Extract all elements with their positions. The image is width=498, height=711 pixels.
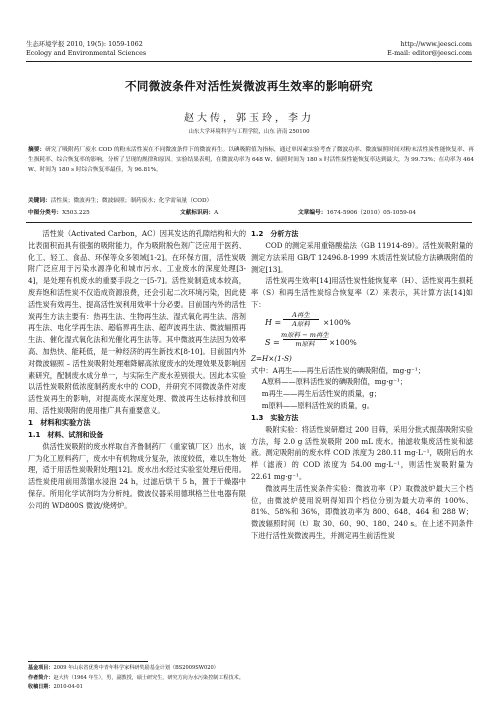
- clc-label: 中图分类号：: [28, 210, 63, 216]
- section-1-1-heading: 1.1 材料、试剂和设备: [28, 430, 104, 439]
- analysis-paragraph: COD 的测定采用重铬酸盐法（GB 11914-89）。活性炭吸附量的测定方法采用 GB/T 12496.8-1999 木质活性炭试验方法碘吸附值的测定[13]。: [251, 241, 473, 274]
- author-affiliation: 山东大学环境科学与工程学院，山东 济南 250100: [188, 129, 310, 135]
- header-rule: [26, 61, 472, 62]
- paper-authors: 赵大传，郭玉玲，李力: [184, 113, 314, 124]
- formula-h-numerator: A再生: [292, 310, 310, 319]
- author-note: [28, 674, 474, 684]
- journal-email[interactable]: E-mail: editor@jeesci.com: [387, 49, 472, 57]
- journal-url[interactable]: http://www.jeesci.com: [400, 40, 472, 48]
- efficiency-paragraph: 活性炭再生效率[14]用活性炭性能恢复率（H）、活性炭再生损耗率（S）和再生活性炭综合恢复率（Z）来表示，其计算方法[14]如下：: [251, 276, 473, 309]
- author-note-text: 赵大传（1964 年生），男，副教授，硕士研究生，研究方向为水污染控制工程技术。: [53, 674, 244, 681]
- paper-title: 不同微波条件对活性炭微波再生效率的影响研究: [125, 79, 373, 93]
- footnote: [28, 664, 474, 693]
- journal-cn: 生态环境学报 2010, 19(5): 1059-1062: [26, 40, 143, 48]
- formula-s-rhs: ×100%: [329, 337, 357, 347]
- received-value: 2010-04-01: [53, 684, 83, 691]
- variable-definition: A原料——原料活性炭的碘吸附值，mg·g⁻¹；: [261, 377, 407, 387]
- clc-value: X503.225: [62, 210, 90, 216]
- materials-paragraph: 供活性炭吸附的废水样取自齐鲁制药厂（重家镇厂区）出水，该厂为化工原料药厂，废水中有机物成分复杂，浓度较低，难以生物处理，适于用活性炭吸附处理[12]。废水出水经过实验室处理后使用。活性炭使用前用蒸馏水浸泡 24 h，过滤后烘干 5 h，置于干燥器中保存。所用化学试剂均为分析纯。微波仪器采用德琪格兰仕电器有限公司的 WD800S 微波/烧烤炉。: [28, 441, 246, 510]
- formula-s-numerator: m原料 − m再生: [281, 330, 329, 339]
- author-note-label: 作者简介：: [28, 674, 54, 681]
- abstract-rule: [26, 222, 472, 223]
- journal-info: [26, 40, 146, 58]
- keywords-label: 关键词：: [28, 198, 51, 204]
- section-1-2-heading: 1.2 分析方法: [251, 230, 299, 238]
- fund-text: 2009 年山东省优秀中青年科学家科研奖励基金计划（BS2009SW020）: [53, 665, 219, 671]
- abstract-label: 摘要：: [28, 147, 46, 153]
- received-date: [28, 683, 474, 693]
- variable-definition: m原料——原料活性炭的质量，g。: [261, 400, 374, 410]
- formula-h-fraction: [283, 311, 319, 328]
- article-value: 1674-5906（2010）05-1059-04: [326, 210, 416, 216]
- doc-label: 文献标识码：: [180, 210, 215, 216]
- keywords: [28, 196, 474, 206]
- formula-z: Z=H×(1-S): [251, 353, 292, 363]
- clc-field: [28, 208, 90, 218]
- formula-h-rhs: ×100%: [323, 317, 351, 327]
- fund-label: 基金项目：: [28, 665, 54, 671]
- journal-en: Ecology and Environmental Sciences: [26, 49, 147, 57]
- abstract-text: 研究了吸附药厂废水 COD 的粉末活性炭在不同微波条件下的微波再生。以碘吸附值为指标，通过单因素实验考查了微波功率、微波辐照时间对粉末活性炭性能恢复率、再生损耗率、综合恢复率的影响，分析了呈现的规律和原因。实验结果表明，在微波功率为 648 W、辐照时间为 180 s 时活性炭性能恢复率达到最大，为 99.73%；在功率为 464 W、时间为 180 s 时综合恢复率最佳，为 96.81%。: [28, 147, 474, 174]
- article-label: 文章编号：: [298, 210, 327, 216]
- left-column: [28, 228, 246, 512]
- right-column: [251, 228, 473, 542]
- formula-s: [251, 331, 473, 353]
- formula-s-denominator: m原料: [295, 339, 315, 348]
- section-1-3-heading: 1.3 实验方法: [251, 413, 299, 422]
- variable-definition: 式中：A再生——再生后活性炭的碘吸附值，mg·g⁻¹；: [251, 365, 425, 375]
- journal-contact: [387, 40, 472, 58]
- formula-s-fraction: [281, 331, 329, 348]
- fund-note: [28, 664, 474, 674]
- microwave-paragraph: 微波再生活性炭条件实验：微波功率（P）取微波炉最大三个档位，由微波炉使用说明得知四个档位分别为最大功率的 100%、81%、58%和 36%，即微波功率为 800、648、464 和 288 W；微波辐照时间（t）取 30、60、90、180、240 s。在上述不同条件下进行活性炭微波再生，并测定再生前活性炭: [251, 483, 473, 540]
- keywords-text: 活性炭；微波再生；微波辐照；制药废水；化学需氧量（COD）: [50, 198, 213, 204]
- received-label: 收稿日期：: [28, 684, 54, 691]
- footnote-rule: [28, 661, 148, 662]
- adsorption-paragraph: 吸附实验：将活性炭研磨过 200 目筛，采用分批式振荡吸附实验方法，每 2.0 g 活性炭吸附 200 mL 废水。抽滤收集废活性炭和滤液。测定吸附前的废水样 COD 浓度为 280.11 mg·L⁻¹，吸附后的水样（滤液）的 COD 浓度为 54.00 mg·L⁻¹，则活性炭吸附量为 22.61 mg·g⁻¹。: [251, 424, 473, 481]
- variable-definition: m再生——再生后活性炭的质量，g；: [261, 389, 382, 399]
- section-1-heading: 1 材料和实验方法: [28, 417, 91, 427]
- article-field: [298, 208, 416, 218]
- formula-h: [251, 311, 473, 331]
- abstract: [28, 145, 474, 176]
- formula-h-lhs: H =: [265, 317, 282, 327]
- intro-paragraph: 活性炭（Activated Carbon，AC）因其发达的孔隙结构和大的比表面积而具有很强的吸附能力，作为吸附脱色剂广泛应用于医药、化工、轻工、食品、环保等众多领域[1-2]。在环保方面，活性炭吸附广泛应用于污染水源净化和城市污水、工业废水的深度处理[3-4]，是处理有机废水的重要手段之一[5-7]。活性炭制造成本较高，废弃饱和活性炭不仅造成资源浪费，还会引起二次环境污染，因此使活性炭有效再生、提高活性炭利用效率十分必要。目前国内外的活性炭再生方法主要有：热再生法、生物再生法、湿式氧化再生法、溶剂再生法、电化学再生法、超临界再生法、超声波再生法、微波辐照再生法、催化湿式氧化法和光催化再生法等。其中微波再生法因为效率高、加热快、能耗低，是一种经济的再生新技术[8-10]。目前国内外对微波辐照 – 活性炭吸附处理难降解高浓度废水的处理效果及影响因素研究，配制废水成分单一，与实际生产废水差别很大。因此本实验以活性炭吸附低浓度制药废水中的 COD，并研究不同微波条件对废活性炭再生的影响，对提高废水深度处理、微波再生达标排放和回用、活性炭吸附的使用推广具有重要意义。: [28, 229, 247, 415]
- doc-field: [180, 208, 218, 218]
- formula-s-lhs: S =: [265, 337, 280, 347]
- doc-value: A: [214, 210, 219, 216]
- formula-h-denominator: A原料: [292, 319, 310, 328]
